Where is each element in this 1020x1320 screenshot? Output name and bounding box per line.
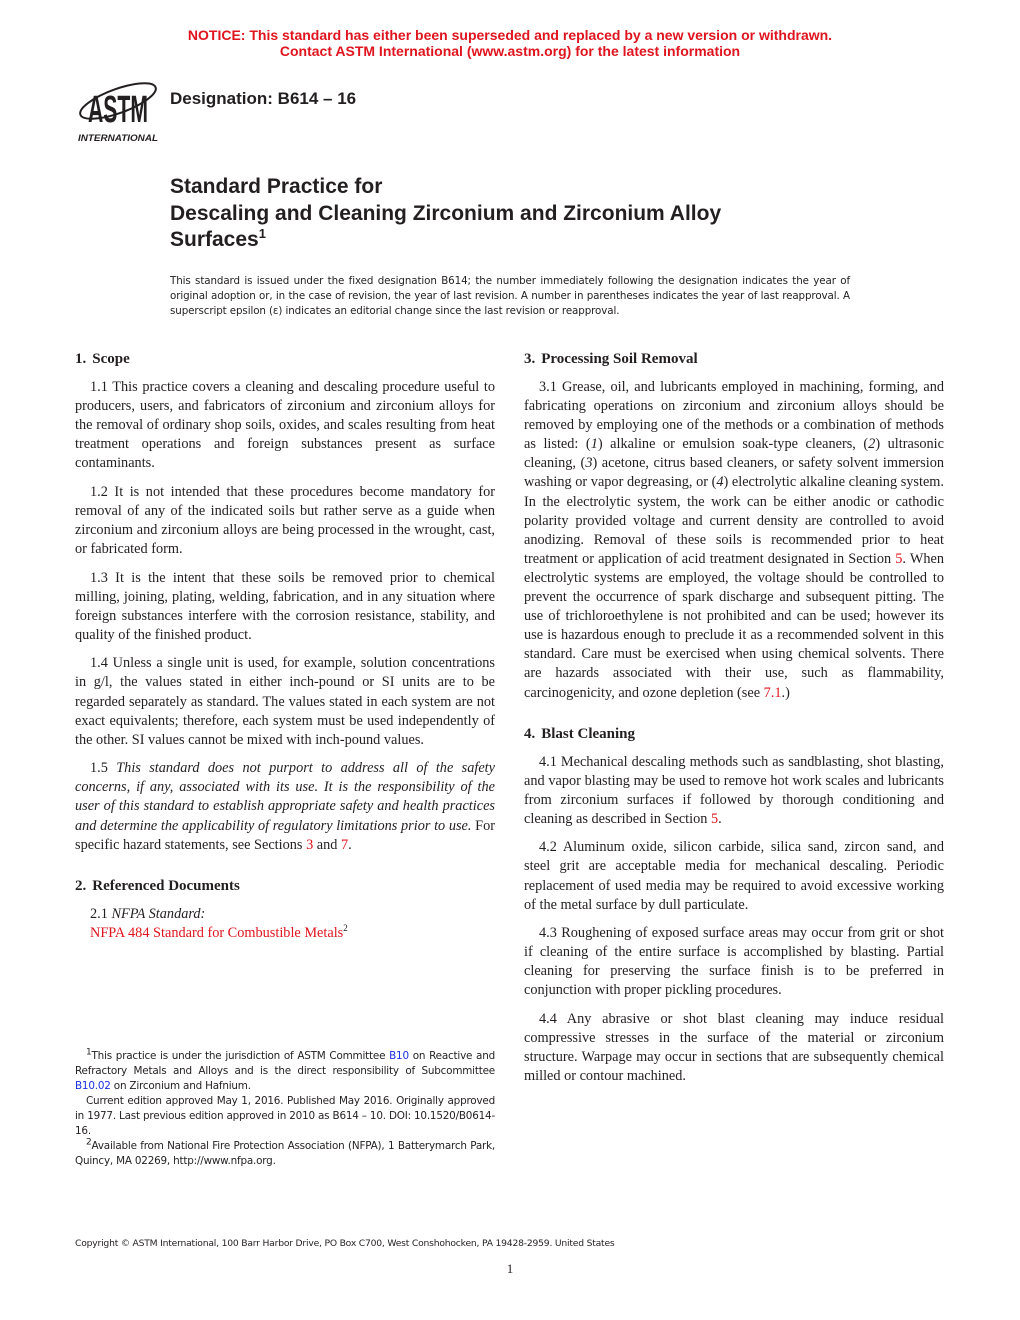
cross-reference-link[interactable]: 7 — [341, 836, 349, 853]
text-run: .) — [781, 684, 790, 701]
text-run: 1.4 Unless a single unit is used, for example, solution concentrations in g/l, the values stated in either inch-pound or SI units are to be regarded separately as standard. The values stated in each system are not exact equivalents; therefore, each system must be used independently of the other. SI values cannot be mixed with inch-pound values. — [75, 655, 495, 748]
text-run: For specific hazard statements, see Sections — [75, 817, 495, 853]
section-heading — [524, 725, 944, 744]
right-column — [524, 350, 944, 1108]
text-run: and — [313, 836, 342, 853]
text-run: 4.1 Mechanical descaling methods such as sandblasting, shot blasting, and vapor blasting may be used to remove hot work scales and lubricants from zirconium surfaces if followed by thorough conditioning and cleaning as described in Section — [524, 753, 944, 827]
text-run: . — [718, 810, 722, 827]
text-run: 3.1 Grease, oil, and lubricants employed in machining, forming, and fabricating operations on zirconium and zirconium alloys should be removed by employing one of the methods or a combination of methods as listed: ( — [524, 379, 944, 453]
supersession-notice — [0, 27, 1020, 59]
paragraph — [524, 924, 944, 1000]
section-number: 1. — [75, 351, 87, 367]
title-footnote-mark[interactable]: 1 — [258, 226, 266, 241]
page-number: 1 — [506, 1261, 514, 1276]
italic-text: 3 — [585, 455, 593, 472]
text-run: 4.4 Any abrasive or shot blast cleaning may induce residual compressive stresses in the surface of the material or zirconium structure. Warpage may occur in sections that are subsequently chemical milled or contour machined. — [524, 1010, 944, 1085]
text-run: ) acetone, citrus based cleaners, or safety solvent immersion washing or vapor degreasing, or ( — [524, 455, 945, 491]
text-run: ) electrolytic alkaline cleaning system. In the electrolytic system, the work can be either anodic or cathodic polarity provided voltage and current density are controlled to avoid anodizing. Removal of these soils is recommended prior to heat treatment or application of acid treatment designated in Section — [524, 474, 944, 567]
paragraph — [524, 1010, 944, 1086]
text-run: 4.2 Aluminum oxide, silicon carbide, silica sand, zircon sand, and steel grit are acceptable media for mechanical descaling. Periodic replacement of used media may be required to avoid excessive working of the metal surface by dull particulate. — [524, 839, 944, 913]
text-run: Current edition approved May 1, 2016. Published May 2016. Originally approved in 1977. Last previous edition approved in 2010 as B614 – 10. DOI: 10.1520/B0614-16. — [75, 1095, 495, 1137]
text-run: 4.3 Roughening of exposed surface areas may occur from grit or shot if cleaning of the entire surface is accomplished by blasting. Partial cleaning for preserving the surface finish is to be preferred in conjunction with proper pickling procedures. — [524, 925, 944, 999]
committee-link[interactable]: B10.02 — [75, 1080, 111, 1092]
section — [524, 350, 944, 703]
text-run: 1.3 It is the intent that these soils be removed prior to chemical milling, joining, plating, welding, fabrication, and in any situation where foreign substances interfere with the corrosion resistance, stability, and quality of the finished product. — [75, 569, 495, 643]
paragraph — [524, 753, 944, 829]
issuance-statement: This standard is issued under the fixed designation B614; the number immediately following the designation indicates the year of original adoption or, in the case of revision, the year of last revision. A number in parentheses indicates the year of last reapproval. A superscript epsilon (ε) indicates an editorial change since the last revision or reapproval. — [170, 275, 850, 317]
paragraph — [75, 654, 495, 749]
paragraph — [75, 378, 495, 473]
text-run: ) ultrasonic cleaning, ( — [524, 436, 945, 472]
astm-logo — [76, 68, 160, 144]
footnote-mark: 2 — [343, 923, 348, 934]
footnote — [75, 1139, 495, 1169]
committee-link[interactable]: B10 — [389, 1050, 409, 1062]
section-number: 4. — [524, 725, 536, 742]
text-run: 2.1 — [90, 905, 112, 922]
text-run: . — [348, 836, 352, 853]
section-title: Referenced Documents — [92, 877, 240, 894]
cross-reference-link[interactable]: 5 — [711, 810, 719, 827]
text-run: on Reactive and Refractory Metals and Alloys and is the direct responsibility of Subcommittee — [75, 1050, 495, 1077]
paragraph — [75, 759, 495, 854]
notice-line-1: NOTICE: This standard has either been superseded and replaced by a new version or withdrawn. — [187, 27, 833, 43]
text-run: 1.2 It is not intended that these procedures become mandatory for removal of any of the indicated soils but rather serve as a guide when zirconium and zirconium alloys are being processed in the wrought, cast, or fabricated form. — [75, 483, 495, 558]
footnote-mark: 1 — [86, 1047, 92, 1058]
text-run: on Zirconium and Hafnium. — [110, 1080, 251, 1092]
section — [75, 350, 495, 855]
section-title: Blast Cleaning — [541, 725, 636, 742]
footnote — [75, 1049, 495, 1094]
designation: Designation: B614 – 16 — [170, 89, 357, 108]
text-run: ) alkaline or emulsion soak-type cleaners, ( — [597, 436, 869, 453]
cross-reference-link[interactable]: 3 — [306, 836, 314, 853]
section-heading — [524, 350, 944, 369]
cross-reference-link[interactable]: 5 — [895, 550, 903, 567]
section-heading — [75, 350, 495, 369]
section-number: 3. — [524, 351, 536, 367]
italic-text: 4 — [716, 474, 724, 491]
section-title: Scope — [92, 351, 130, 367]
text-run: 1.5 — [90, 760, 117, 777]
footnote — [75, 1094, 495, 1139]
section-number: 2. — [75, 877, 87, 894]
italic-text: NFPA Standard: — [111, 905, 206, 922]
cross-reference-link[interactable]: NFPA 484 Standard for Combustible Metals — [90, 925, 344, 942]
paragraph — [75, 483, 495, 559]
left-column — [75, 350, 495, 965]
paragraph — [524, 838, 944, 914]
section-title: Processing Soil Removal — [541, 351, 698, 367]
text-run: 1.1 This practice covers a cleaning and descaling procedure useful to producers, users, and fabricators of zirconium and zirconium alloys for the removal of ordinary shop soils, oxides, and scales resulting from heat treatment operations and foreign substances present as surface contaminants. — [75, 379, 495, 472]
svg-text:INTERNATIONAL: INTERNATIONAL — [78, 133, 159, 144]
footnotes — [75, 1049, 495, 1169]
section-heading — [75, 877, 495, 896]
title-line-2: Descaling and Cleaning Zirconium and Zirconium Alloy — [170, 201, 722, 225]
text-run: . When electrolytic systems are employed, the voltage should be controlled to prevent the occurrence of spark discharge and subsequent pitting. The use of trichloroethylene is not prohibited and can be used; however its use is hazardous enough to preclude it as a recommended solvent in this standard. Care must be exercised when using chemical solvents. There are hazards associated with their use, such as flammability, carcinogenicity, and ozone depletion (see — [524, 550, 944, 701]
paragraph — [75, 905, 495, 924]
text-run: This practice is under the jurisdiction of ASTM Committee — [91, 1050, 390, 1062]
text-run: Available from National Fire Protection Association (NFPA), 1 Batterymarch Park, Quincy, MA 02269, http://www.nfpa.org. — [75, 1140, 495, 1167]
notice-line-2: Contact ASTM International (www.astm.org) for the latest information — [279, 43, 741, 59]
title-line-3: Surfaces — [170, 228, 259, 251]
svg-text:ASTM: ASTM — [88, 89, 148, 131]
paragraph — [75, 924, 495, 943]
italic-text: This standard does not purport to address all of the safety concerns, if any, associated with its use. It is the responsibility of the user of this standard to establish appropriate safety and health practices and determine the applicability of regulatory limitations prior to use. — [75, 760, 495, 834]
copyright: Copyright © ASTM International, 100 Barr Harbor Drive, PO Box C700, West Conshohocken, PA 19428-2959. United States — [75, 1238, 615, 1249]
title-line-1: Standard Practice for — [170, 175, 383, 198]
paragraph — [524, 378, 944, 703]
footnote-mark: 2 — [86, 1137, 92, 1148]
paragraph — [75, 569, 495, 645]
section — [75, 877, 495, 944]
italic-text: 1 — [590, 436, 598, 453]
italic-text: 2 — [868, 436, 876, 453]
document-title — [170, 174, 721, 254]
section — [524, 725, 944, 1087]
cross-reference-link[interactable]: 7.1 — [763, 684, 782, 701]
